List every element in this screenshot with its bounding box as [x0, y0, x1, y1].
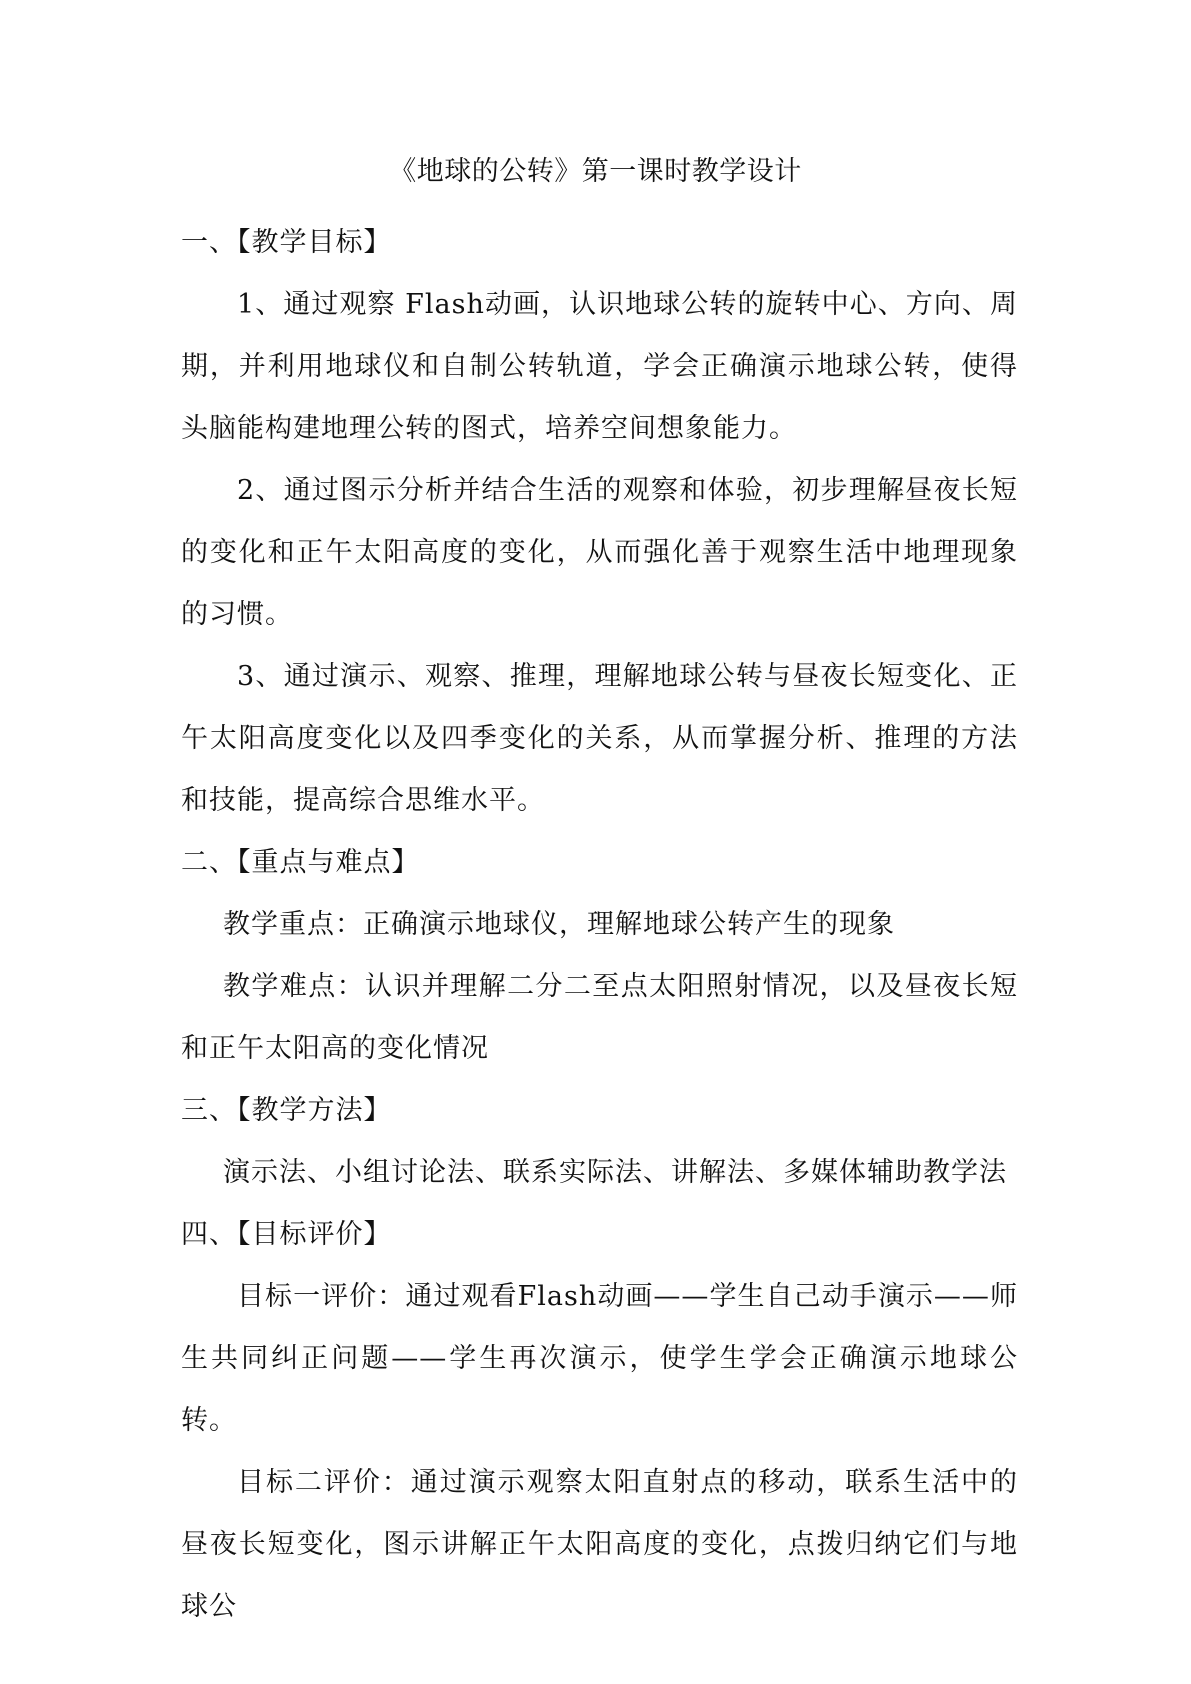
section-heading-key-points: 二、【重点与难点】 [181, 847, 420, 878]
objective-paragraph-2: 2、通过图示分析并结合生活的观察和体验，初步理解昼夜长短的变化和正午太阳高度的变化，从而强化善于观察生活中地理现象的习惯。 [181, 475, 1018, 630]
evaluation-paragraph-2: 目标二评价：通过演示观察太阳直射点的移动，联系生活中的昼夜长短变化，图示讲解正午太阳高度的变化，点拨归纳它们与地球公 [181, 1467, 1018, 1622]
document-body [181, 212, 1018, 1638]
objective-paragraph-3: 3、通过演示、观察、推理，理解地球公转与昼夜长短变化、正午太阳高度变化以及四季变化的关系，从而掌握分析、推理的方法和技能，提高综合思维水平。 [181, 661, 1018, 816]
document-title: 《地球的公转》第一课时教学设计 [389, 156, 802, 187]
methods-paragraph: 演示法、小组讨论法、联系实际法、讲解法、多媒体辅助教学法 [223, 1157, 1007, 1188]
evaluation-paragraph-1: 目标一评价：通过观看Flash动画——学生自己动手演示——师生共同纠正问题——学生再次演示，使学生学会正确演示地球公转。 [181, 1281, 1018, 1436]
section-heading-evaluation: 四、【目标评价】 [181, 1219, 392, 1250]
section-heading-objectives: 一、【教学目标】 [181, 227, 392, 258]
difficulty-paragraph: 教学难点：认识并理解二分二至点太阳照射情况，以及昼夜长短和正午太阳高的变化情况 [181, 971, 1018, 1064]
objective-paragraph-1: 1、通过观察 Flash动画，认识地球公转的旋转中心、方向、周期，并利用地球仪和自制公转轨道，学会正确演示地球公转，使得头脑能构建地理公转的图式，培养空间想象能力。 [181, 289, 1018, 444]
key-point-paragraph: 教学重点：正确演示地球仪，理解地球公转产生的现象 [223, 909, 895, 940]
section-heading-methods: 三、【教学方法】 [181, 1095, 392, 1126]
